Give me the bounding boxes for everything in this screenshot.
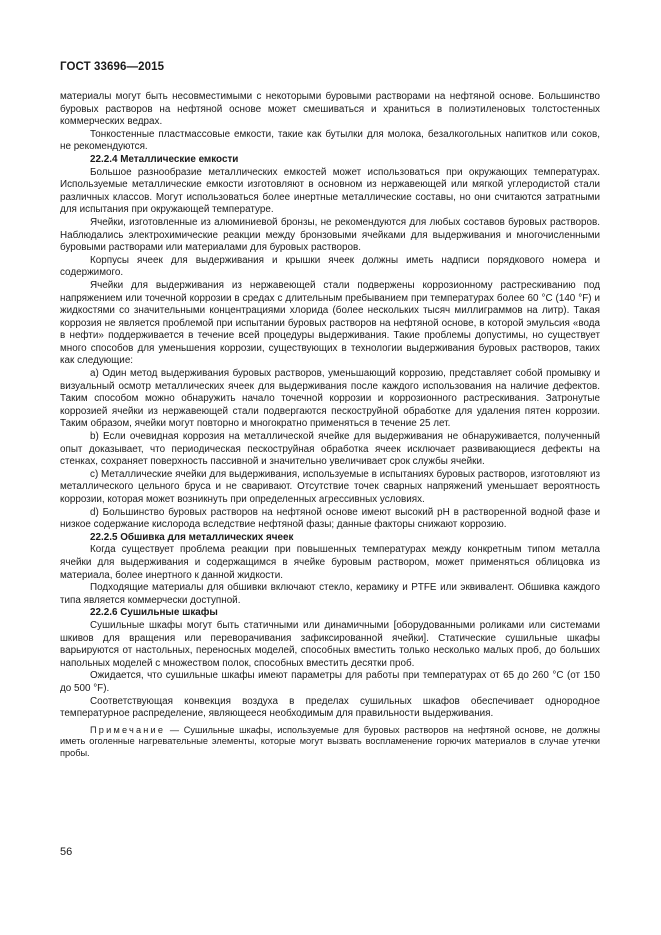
section-heading-22-2-6: 22.2.6 Сушильные шкафы [90, 607, 218, 619]
section-heading-22-2-5: 22.2.5 Обшивка для металлических ячеек [90, 531, 294, 543]
page-number: 56 [60, 846, 73, 858]
paragraph: Ячейки для выдерживания из нержавеющей стали подвержены коррозионному растрескиванию под напряжением или точечной коррозии в средах с длительным пребыванием при температурах более 60 °С (140 °F) и жидкостями со значительными концентрациями хлорида (более нескольких тысяч миллиграммов на литр). Такая коррозия не является проблемой при испытании буровых растворов на нефтяной основе, в которой эмульсия «вода в нефти» поддерживается в течение всей процедуры выдерживания. Такие проблемы допустимы, но существует много способов для уменьшения коррозии, существующих в технологии выдерживания буровых растворов, таких как следующие: [60, 279, 600, 367]
paragraph: Тонкостенные пластмассовые емкости, такие как бутылки для молока, безалкогольных напитков или соков, не рекомендуются. [60, 128, 600, 153]
list-item-b: b) Если очевидная коррозия на металлической ячейке для выдерживания не обнаруживается, полученный опыт доказывает, что периодическая пескоструйная обработка ячеек исключает развивающиеся дефекты на стенках, сохраняет поверхность пассивной и значительно увеличивает срок службы ячейки. [60, 431, 600, 468]
note [60, 725, 600, 760]
paragraph: Когда существует проблема реакции при повышенных температурах между конкретным типом металла ячейки для выдерживания и содержащимся в ячейке буровым раствором, может применяться облицовка из материала, более инертного к данной жидкости. [60, 544, 600, 581]
list-item-a: a) Один метод выдерживания буровых растворов, уменьшающий коррозию, представляет собой промывку и визуальный осмотр металлических ячеек для выдерживания после каждого использования на наличие дефектов. Таким способом можно обнаружить начало точечной коррозии и коррозионного растрескивания. Затронутые коррозией ячейки из нержавеющей стали подвергаются пескоструйной обработке для удаления пятен коррозии. Таким образом, ячейки могут повторно и многократно применяться в течение 25 лет. [60, 368, 600, 430]
document-header: ГОСТ 33696—2015 [60, 61, 165, 73]
note-text: — Сушильные шкафы, используемые для буровых растворов на нефтяной основе, не должны иметь оголенные нагревательные элементы, которые могут вызвать воспламенение горючих материалов в случае утечки пробы. [60, 724, 600, 758]
paragraph: Корпусы ячеек для выдерживания и крышки ячеек должны иметь надписи порядкового номера и содержимого. [60, 254, 600, 279]
list-item-d: d) Большинство буровых растворов на нефтяной основе имеют высокий рН в растворенной водной фазе и низкое содержание кислорода вследствие нефтяной фазы; данные факторы снижают коррозию. [60, 506, 600, 531]
paragraph: Сушильные шкафы могут быть статичными или динамичными [оборудованными роликами или системами шкивов для вращения или переворачивания зафиксированной ячейки]. Статические сушильные шкафы варьируются от настольных, переносных моделей, способных вместить только несколько малых проб, до больших напольных моделей с множеством полок, способных вместить десятки проб. [60, 619, 600, 669]
note-label: Примечание [90, 724, 166, 735]
document-body [60, 91, 600, 759]
paragraph: Подходящие материалы для обшивки включают стекло, керамику и PTFE или эквивалент. Обшивка каждого типа является коммерчески доступной. [60, 582, 600, 606]
list-item-c: c) Металлические ячейки для выдерживания, используемые в испытаниях буровых растворов, изготовляют из металлического цельного бруса и не сваривают. Отсутствие точек сварных напряжений уменьшает вероятность коррозии, которая может возникнуть при определенных агрессивных условиях. [60, 468, 600, 505]
paragraph: Большое разнообразие металлических емкостей может использоваться при окружающих температурах. Используемые металлические емкости изготовляют в основном из нержавеющей или мягкой углеродистой стали различных классов. Могут использоваться более инертные металлические составы, но они считаются затратными для испытания при окружающей температуре. [60, 166, 600, 216]
paragraph: материалы могут быть несовместимыми с некоторыми буровыми растворами на нефтяной основе. Большинство буровых растворов на нефтяной основе может смешиваться и храниться в полиэтиленовых толстостенных коммерческих ведрах. [60, 91, 600, 128]
paragraph: Соответствующая конвекция воздуха в пределах сушильных шкафов обеспечивает однородное температурное распределение, являющееся необходимым для правильности выдерживания. [60, 695, 600, 720]
paragraph: Ожидается, что сушильные шкафы имеют параметры для работы при температурах от 65 до 260 °С (от 150 до 500 °F). [60, 670, 600, 694]
section-heading-22-2-4: 22.2.4 Металлические емкости [90, 153, 239, 165]
paragraph: Ячейки, изготовленные из алюминиевой бронзы, не рекомендуются для любых составов буровых растворов. Наблюдались электрохимические реакции между бронзовыми ячейками для выдерживания и многочисленными буровыми растворами или материалами для буровых растворов. [60, 216, 600, 254]
